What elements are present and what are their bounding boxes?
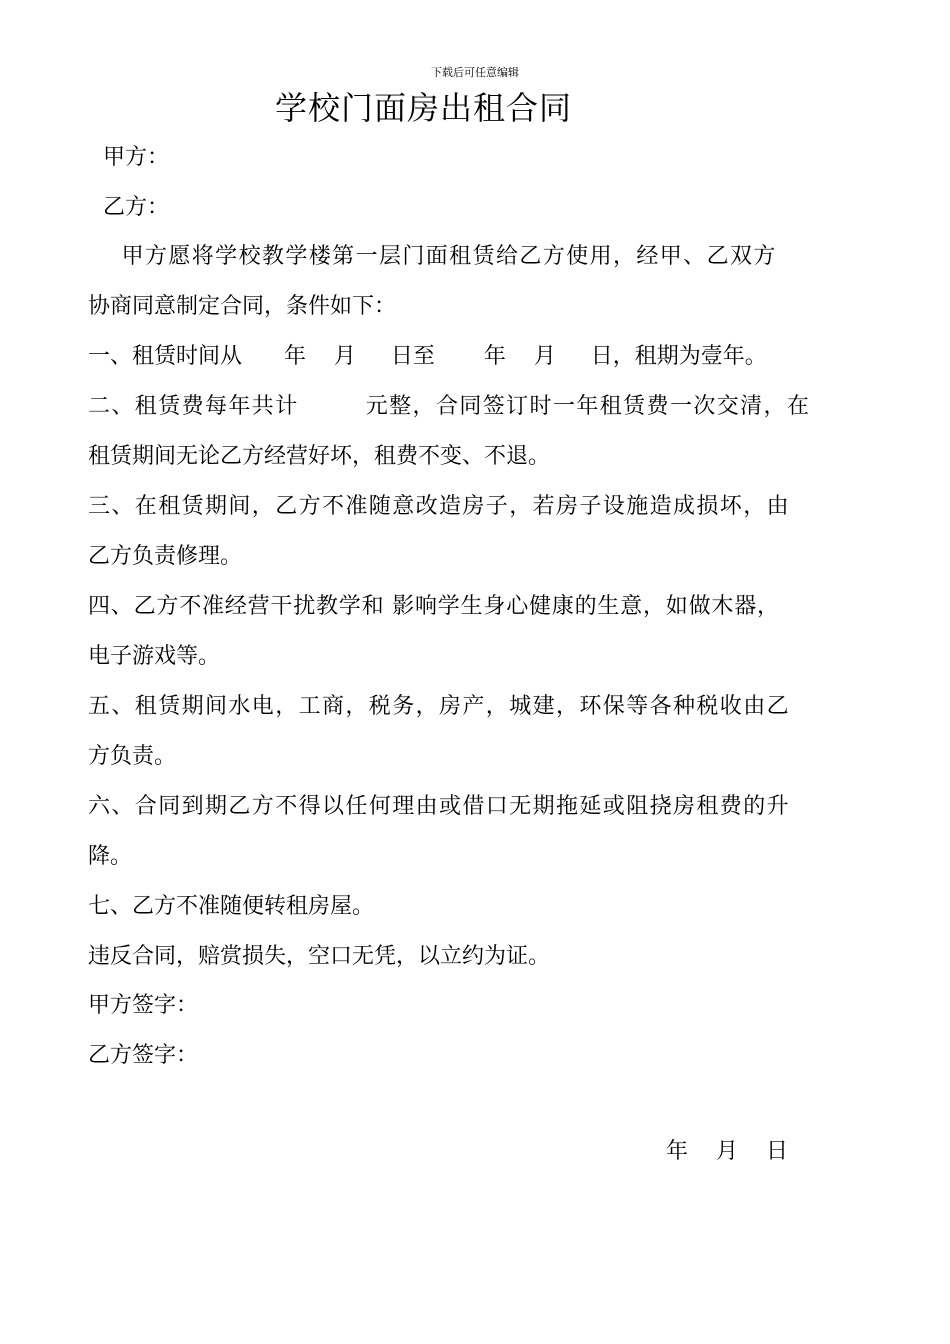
clause-2-line-1: 二、租赁费每年共计 元整，合同签订时一年租赁费一次交清，在 [88,394,811,419]
clause-5-line-1: 五、租赁期间水电，工商，税务，房产，城建，环保等各种税收由乙 [88,694,791,719]
signature-date-line: 年 月 日 [666,1139,788,1164]
header-note: 下载后可任意编辑 [431,66,519,79]
document-title: 学校门面房出租合同 [275,89,573,127]
party-a-label: 甲方： [103,145,170,170]
clause-4-line-1: 四、乙方不准经营干扰教学和 影响学生身心健康的生意，如做木器， [88,594,780,619]
party-a-signature-label: 甲方签字： [88,993,199,1018]
clause-3-line-2: 乙方负责修理。 [88,544,243,569]
clause-6-line-1: 六、合同到期乙方不得以任何理由或借口无期拖延或阻挠房租费的升 [88,794,791,819]
party-b-label: 乙方： [103,195,170,220]
clause-6-line-2: 降。 [88,844,133,869]
clause-7-line: 七、乙方不准随便转租房屋。 [88,894,375,919]
clause-3-line-1: 三、在租赁期间，乙方不准随意改造房子，若房子设施造成损坏，由 [88,494,791,519]
intro-line-1: 甲方愿将学校教学楼第一层门面租赁给乙方使用，经甲、乙双方 [88,244,777,269]
closing-statement: 违反合同，赔赏损失，空口无凭，以立约为证。 [88,944,551,969]
clause-2-line-2: 租赁期间无论乙方经营好坏，租费不变、不退。 [88,444,551,469]
clause-4-line-2: 电子游戏等。 [88,644,221,669]
clause-1-line-1: 一、租赁时间从 年 月 日至 年 月 日，租期为壹年。 [88,344,767,369]
intro-line-2: 协商同意制定合同，条件如下： [88,294,397,319]
clause-5-line-2: 方负责。 [88,744,177,769]
party-b-signature-label: 乙方签字： [88,1043,199,1068]
